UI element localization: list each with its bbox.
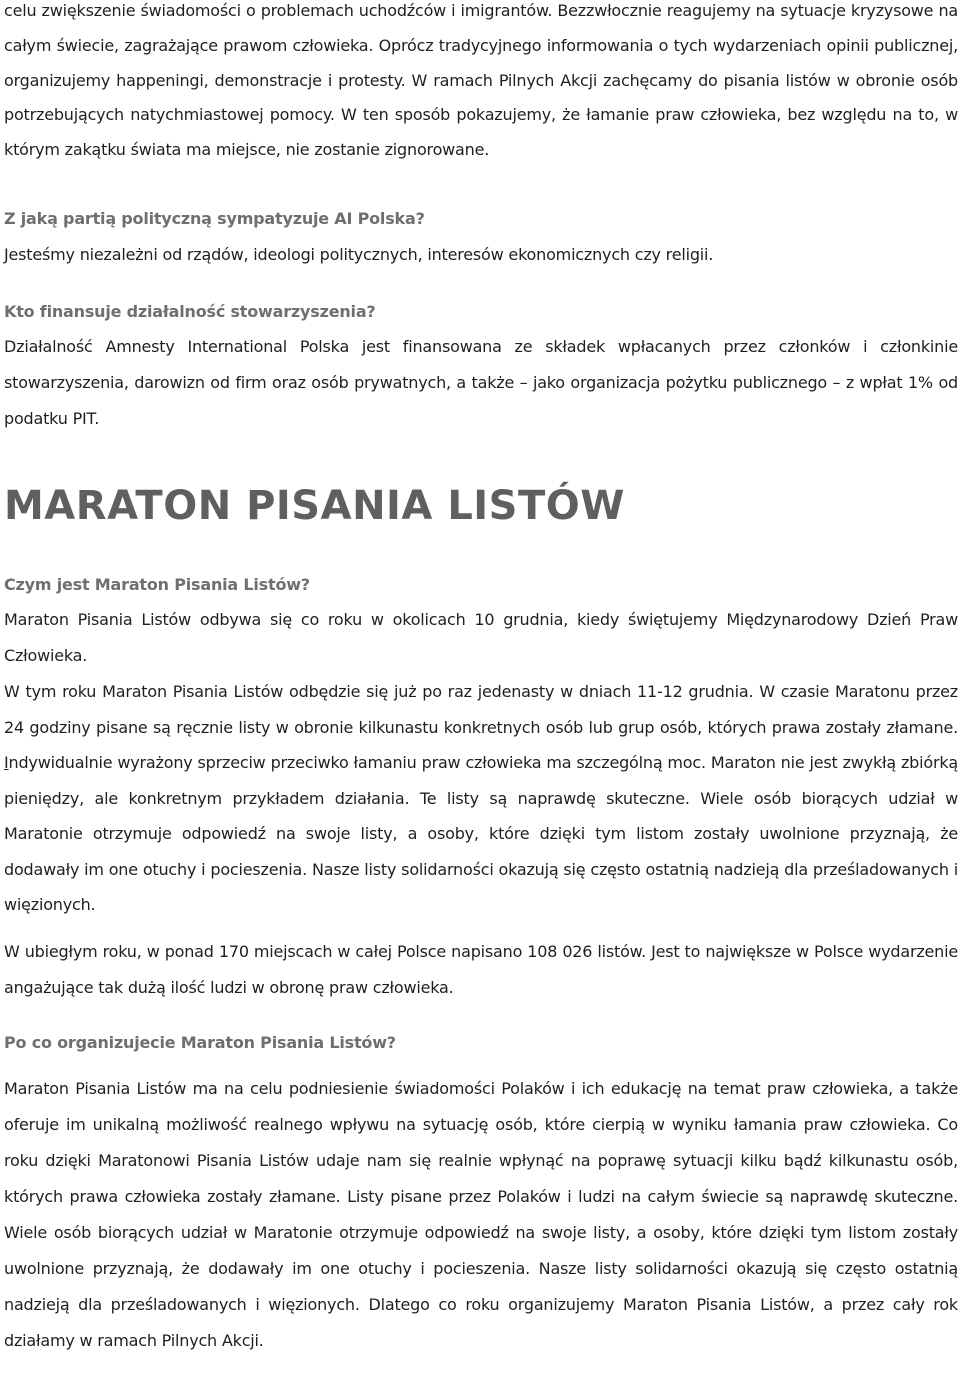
faq-question-political-party: Z jaką partią polityczną sympatyzuje AI Polska? xyxy=(4,209,425,228)
faq-question-what-is-marathon: Czym jest Maraton Pisania Listów? xyxy=(4,575,310,594)
faq-answer-political-party: Jesteśmy niezależni od rządów, ideologi politycznych, interesów ekonomicznych czy religii. xyxy=(4,245,714,264)
section-title: MARATON PISANIA LISTÓW xyxy=(4,483,625,529)
faq-answer-why-organize: Maraton Pisania Listów ma na celu podniesienie świadomości Polaków i ich edukację na temat praw człowieka, a także oferuje im unikalną możliwość realnego wpływu na sytuację osób, które cierpią w wyniku łamania praw człowieka. Co roku dzięki Maratonowi Pisania Listów udaje nam się realnie wpłynąć na poprawę sytuacji kilku bądź kilkunastu osób, których prawa człowieka zostały złamane. Listy pisane przez Polaków i ludzi na całym świecie są naprawdę skuteczne. Wiele osób biorących udział w Maratonie otrzymuje odpowiedź na swoje listy, a osoby, które dzięki tym listom zostały uwolnione przyznają, że dodawały im one otuchy i pocieszenia. Nasze listy solidarności okazują się często ostatnią nadzieją dla prześladowanych i więzionych. Dlatego co roku organizujemy Maraton Pisania Listów, a przez cały rok działamy w ramach Pilnych Akcji. xyxy=(4,1079,958,1350)
faq-answer-what-is-marathon-p1: Maraton Pisania Listów odbywa się co roku w okolicach 10 grudnia, kiedy świętujemy Międzynarodowy Dzień Praw Człowieka. xyxy=(4,610,958,665)
faq-question-why-organize: Po co organizujecie Maraton Pisania Listów? xyxy=(4,1033,396,1052)
p2-text-before: W tym roku Maraton Pisania Listów odbędzie się już po raz jedenasty w dniach 11-12 grudnia. W czasie Maratonu przez 24 godziny pisane są ręcznie listy w obronie kilkunastu konkretnych osób lub grup osób, których prawa zostały złamane. xyxy=(4,682,958,737)
faq-question-funding: Kto finansuje działalność stowarzyszenia? xyxy=(4,302,376,321)
faq-answer-funding: Działalność Amnesty International Polska jest finansowana ze składek wpłacanych przez członków i członkinie stowarzyszenia, darowizn od firm oraz osób prywatnych, a także – jako organizacja pożytku publicznego – z wpłat 1% od podatku PIT. xyxy=(4,337,958,428)
p2-text-after: ndywidualnie wyrażony sprzeciw przeciwko łamaniu praw człowieka ma szczególną moc. Maraton nie jest zwykłą zbiórką pieniędzy, ale konkretnym przykładem działania. Te listy są naprawdę skuteczne. Wiele osób biorących udział w Maratonie otrzymuje odpowiedź na swoje listy, a osoby, które dzięki tym listom zostały uwolnione przyznają, że dodawały im one otuchy i pocieszenia. Nasze listy solidarności okazują się często ostatnią nadzieją dla prześladowanych i więzionych. xyxy=(4,753,958,914)
underlined-letter: I xyxy=(4,753,9,772)
faq-answer-what-is-marathon-p3: W ubiegłym roku, w ponad 170 miejscach w całej Polsce napisano 108 026 listów. Jest to największe w Polsce wydarzenie angażujące tak dużą ilość ludzi w obronę praw człowieka. xyxy=(4,942,958,997)
faq-answer-what-is-marathon-p2 xyxy=(4,674,958,923)
intro-paragraph: celu zwiększenie świadomości o problemach uchodźców i imigrantów. Bezzwłocznie reagujemy na sytuacje kryzysowe na całym świecie, zagrażające prawom człowieka. Oprócz tradycyjnego informowania o tych wydarzeniach opinii publicznej, organizujemy happeningi, demonstracje i protesty. W ramach Pilnych Akcji zachęcamy do pisania listów w obronie osób potrzebujących natychmiastowej pomocy. W ten sposób pokazujemy, że łamanie praw człowieka, bez względu na to, w którym zakątku świata ma miejsce, nie zostanie zignorowane. xyxy=(4,1,958,160)
